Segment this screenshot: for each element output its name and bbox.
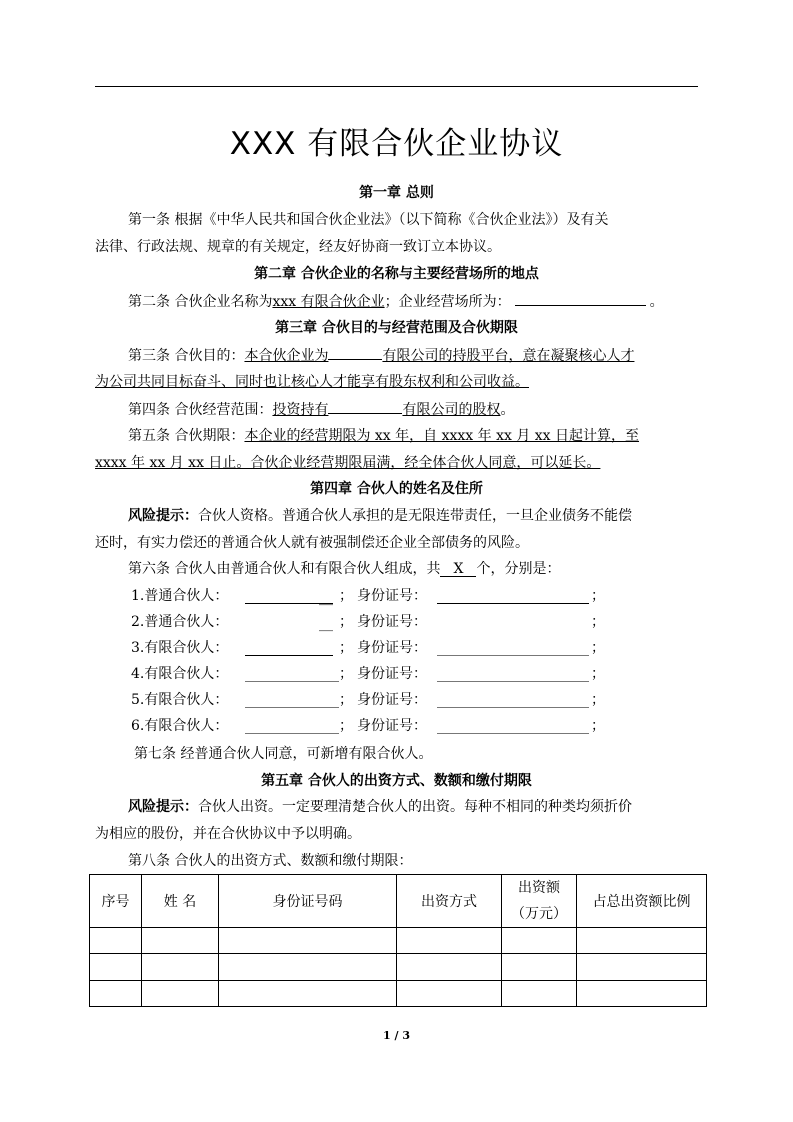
id-number-blank xyxy=(437,641,589,656)
table-cell[interactable] xyxy=(219,981,397,1007)
table-cell[interactable] xyxy=(577,981,707,1007)
business-address-blank xyxy=(515,291,646,306)
partner-row xyxy=(131,690,611,710)
partner-name-blank xyxy=(245,719,339,734)
separator: ； xyxy=(339,640,353,656)
header-amount-line-1: 出资额 xyxy=(518,880,560,896)
id-label: 身份证号： xyxy=(357,588,427,604)
article-3-line-2: 为公司共同目标奋斗、同时也让核心人才能享有股东权利和公司收益。 xyxy=(95,374,529,390)
article-6-prefix: 第六条 合伙人由普通合伙人和有限合伙人组成，共 xyxy=(128,561,441,577)
table-cell[interactable] xyxy=(90,981,142,1007)
article-4-end: 。 xyxy=(500,402,515,418)
table-cell[interactable] xyxy=(142,981,219,1007)
partner-row xyxy=(131,664,611,684)
header-amount xyxy=(502,875,577,928)
article-6-suffix: 个，分别是： xyxy=(476,561,561,577)
article-5-prefix: 第五条 合伙期限： xyxy=(128,428,245,444)
article-6 xyxy=(128,559,560,579)
company-name-blank xyxy=(328,345,382,360)
table-cell[interactable] xyxy=(219,954,397,981)
partner-label: 5.有限合伙人： xyxy=(131,692,229,708)
id-label: 身份证号： xyxy=(357,614,427,630)
table-row xyxy=(90,928,707,954)
risk-note-label: 风险提示： xyxy=(128,799,198,815)
article-5-line-2: xxxx 年 xx 月 xx 日止。合伙企业经营期限届满，经全体合伙人同意，可以延长。 xyxy=(95,455,601,471)
article-1-line-1: 第一条 根据《中华人民共和国合伙企业法》（以下简称《合伙企业法》）及有关 xyxy=(128,212,609,228)
table-row xyxy=(90,954,707,981)
header-no: 序号 xyxy=(90,875,142,928)
article-5-term: 本企业的经营期限为 xx 年，自 xxxx 年 xx 月 xx 日起计算，至 xyxy=(244,428,640,444)
table-cell[interactable] xyxy=(577,954,707,981)
chapter-5-heading: 第五章 合伙人的出资方式、数额和缴付期限 xyxy=(261,773,532,789)
separator: ； xyxy=(339,614,353,630)
header-name: 姓 名 xyxy=(142,875,219,928)
article-4 xyxy=(128,399,514,420)
partner-label: 4.有限合伙人： xyxy=(131,666,229,682)
article-4-part-a: 投资持有 xyxy=(272,402,329,418)
invested-company-blank xyxy=(328,399,402,414)
table-row xyxy=(90,981,707,1007)
article-7: 第七条 经普通合伙人同意，可新增有限合伙人。 xyxy=(134,746,433,762)
partner-label: 6.有限合伙人： xyxy=(131,718,229,734)
separator: ； xyxy=(339,588,353,604)
article-1-line-2: 法律、行政法规、规章的有关规定，经友好协商一致订立本协议。 xyxy=(95,239,501,255)
article-2-end: 。 xyxy=(649,294,664,310)
table-cell[interactable] xyxy=(502,928,577,954)
page-number: 1 / 3 xyxy=(383,1029,410,1042)
partner-row xyxy=(131,716,611,736)
risk-note-text: 合伙人出资。一定要理清楚合伙人的出资。每种不相同的种类均须折价 xyxy=(198,799,632,815)
partner-label: 2.普通合伙人： xyxy=(131,614,229,630)
separator: ； xyxy=(591,666,605,682)
chapter-4-heading: 第四章 合伙人的姓名及住所 xyxy=(310,481,483,497)
article-5-line-1 xyxy=(128,426,639,446)
partner-label: 3.有限合伙人： xyxy=(131,640,229,656)
partner-label: 1.普通合伙人： xyxy=(131,588,229,604)
separator: ； xyxy=(591,614,605,630)
id-label: 身份证号： xyxy=(357,666,427,682)
table-header-row xyxy=(90,875,707,928)
table-cell[interactable] xyxy=(397,954,502,981)
table-cell[interactable] xyxy=(397,928,502,954)
header-amount-line-2: （万元） xyxy=(511,906,567,922)
table-cell[interactable] xyxy=(142,954,219,981)
chapter-2-heading: 第二章 合伙企业的名称与主要经营场所的地点 xyxy=(254,266,539,282)
id-label: 身份证号： xyxy=(357,718,427,734)
header-rule xyxy=(95,86,698,87)
separator: ； xyxy=(591,692,605,708)
partner-row xyxy=(131,586,611,606)
blank-mark: __ xyxy=(319,616,333,632)
partner-count: X xyxy=(440,562,476,577)
table-cell[interactable] xyxy=(90,928,142,954)
partner-name-blank xyxy=(245,589,333,604)
risk-note-2-line-2: 为相应的股份，并在合伙协议中予以明确。 xyxy=(95,826,361,842)
partner-name-blank xyxy=(245,693,339,708)
article-2-mid: ；企业经营场所为： xyxy=(384,294,511,310)
separator: ； xyxy=(339,666,353,682)
table-cell[interactable] xyxy=(142,928,219,954)
table-cell[interactable] xyxy=(502,981,577,1007)
id-number-blank xyxy=(437,719,589,734)
article-4-prefix: 第四条 合伙经营范围： xyxy=(128,402,273,418)
id-label: 身份证号： xyxy=(357,640,427,656)
separator: ； xyxy=(591,718,605,734)
article-3-prefix: 第三条 合伙目的： xyxy=(128,348,245,364)
id-number-blank xyxy=(437,615,589,629)
article-3-line-1 xyxy=(128,345,634,366)
risk-note-1-line-2: 还时，有实力偿还的普通合伙人就有被强制偿还企业全部债务的风险。 xyxy=(95,535,529,551)
article-2-prefix: 第二条 合伙企业名称为 xyxy=(128,294,273,310)
enterprise-name: xxx 有限合伙企业 xyxy=(272,294,385,310)
header-method: 出资方式 xyxy=(397,875,502,928)
partner-name-blank xyxy=(245,615,333,632)
contribution-table xyxy=(89,874,707,1007)
risk-note-1-line-1 xyxy=(128,506,632,526)
header-ratio: 占总出资额比例 xyxy=(577,875,707,928)
blank-mark: __ xyxy=(319,590,333,606)
chapter-3-heading: 第三章 合伙目的与经营范围及合伙期限 xyxy=(275,320,518,336)
table-cell[interactable] xyxy=(219,928,397,954)
separator: ； xyxy=(591,640,605,656)
header-id: 身份证号码 xyxy=(219,875,397,928)
risk-note-text: 合伙人资格。普通合伙人承担的是无限连带责任，一旦企业债务不能偿 xyxy=(198,508,632,524)
risk-note-2-line-1 xyxy=(128,797,632,817)
id-number-blank xyxy=(437,589,589,604)
table-cell[interactable] xyxy=(90,954,142,981)
table-cell[interactable] xyxy=(577,928,707,954)
article-2 xyxy=(128,291,664,312)
chapter-1-heading: 第一章 总则 xyxy=(359,185,434,201)
id-number-blank xyxy=(437,693,589,708)
article-4-part-b: 有限公司的股权 xyxy=(402,402,501,418)
id-label: 身份证号： xyxy=(357,692,427,708)
document-title: XXX 有限合伙企业协议 xyxy=(229,126,564,162)
id-number-blank xyxy=(437,667,589,682)
partner-row xyxy=(131,638,611,658)
separator: ； xyxy=(339,692,353,708)
table-cell[interactable] xyxy=(397,981,502,1007)
article-3-part-b: 有限公司的持股平台，意在凝聚核心人才 xyxy=(382,348,635,364)
separator: ； xyxy=(339,718,353,734)
risk-note-label: 风险提示： xyxy=(128,508,198,524)
separator: ； xyxy=(591,588,605,604)
table-cell[interactable] xyxy=(502,954,577,981)
article-3-part-a: 本合伙企业为 xyxy=(244,348,329,364)
article-8: 第八条 合伙人的出资方式、数额和缴付期限： xyxy=(128,853,413,869)
partner-row xyxy=(131,612,611,632)
partner-name-blank xyxy=(245,667,339,682)
partner-name-blank xyxy=(245,641,333,656)
